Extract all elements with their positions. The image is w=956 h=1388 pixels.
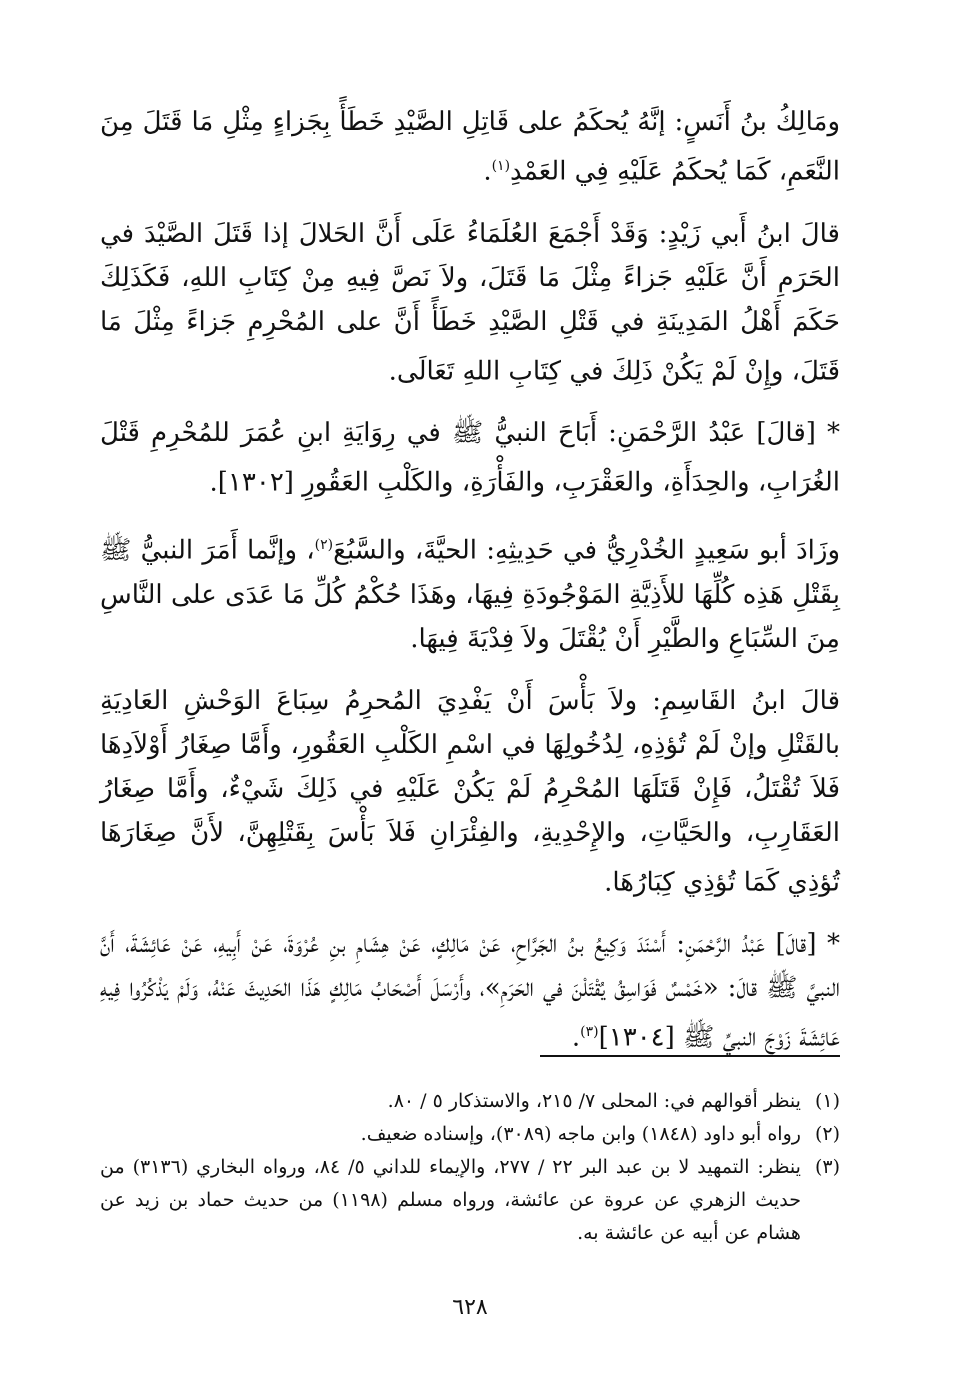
footnote <box>100 1118 840 1151</box>
footnote-text: رواه أبو داود (١٨٤٨) وابن ماجه (٣٠٨٩)، وإسناده ضعيف. <box>360 1123 801 1145</box>
paragraph <box>100 523 840 661</box>
paragraph-end: . <box>483 156 492 187</box>
paragraph <box>100 212 840 394</box>
paragraph-text: ومَالِكُ بنُ أَنَسٍ: إنَّهُ يُحكَمُ على قَاتِلِ الصَّيْدِ خَطَأً بِجَزاءٍ مِثْلِ مَا قَتَلَ مِنَ النَّعَمِ، كَمَا يُحكَمُ عَلَيْهِ فِي العَمْدِ <box>100 107 840 187</box>
footnotes <box>100 1085 840 1250</box>
paragraph <box>100 922 840 1060</box>
paragraph-text: وزَادَ أبو سَعِيدٍ الخُدْرِيُّ في حَدِيثِهِ: الحيَّةَ، والسَّبُعَ <box>333 535 840 566</box>
footnote-mark: (٢) <box>814 1123 840 1145</box>
footnote-mark: (٣) <box>814 1156 840 1178</box>
footnote-ref: (٣) <box>580 1024 599 1041</box>
footnote <box>100 1151 840 1250</box>
paragraph-text: * [قالَ] عَبْدُ الرَّحْمَنِ: أَبَاحَ النبيُّ ﷺ في رِوَايَةِ ابنِ عُمَرَ للمُحْرِمِ قَتْلَ الغُرَابِ، والحِدَأَةِ، والعَقْرَبِ، والفَأْرَةِ، والكَلْبِ العَقُورِ [١٣٠٢]. <box>100 418 840 498</box>
paragraph <box>100 411 840 505</box>
footnote-divider <box>540 1055 840 1057</box>
main-text <box>100 100 840 1060</box>
paragraph-text: قالَ ابنُ القَاسِمِ: ولاَ بَأْسَ أَنْ يَفْدِيَ المُحرِمُ سِبَاعَ الوَحْشِ العَادِيَةِ بالقَتْلِ وإنْ لَمْ تُؤذِهِ، لِدُخُولِهَا في اسْمِ الكَلْبِ العَقُورِ، وأَمَّا صِغَارُ أَوْلاَدِهَا فَلاَ تُقْتَلُ، فَإِنْ قَتَلَهَا المُحْرِمُ لَمْ يَكُنْ عَلَيْهِ في ذَلِكَ شَيْءٌ، وأَمَّا صِغَارُ العَقَارِبِ، والحَيَّاتِ، والإِحْدِيةِ، والفِئْرَانِ فَلاَ بَأْسَ بِقَتْلِهِنَّ، لأَنَّ صِغَارَهَا تُؤذِي كَمَا تُؤذِي كِبَارُهَا. <box>100 685 840 898</box>
paragraph-end: . <box>571 1022 581 1053</box>
paragraph <box>100 679 840 905</box>
footnote-mark: (١) <box>814 1090 840 1112</box>
paragraph-text: قالَ ابنُ أَبي زَيْدٍ: وَقَدْ أَجْمَعَ العُلَمَاءُ عَلَى أَنَّ الحَلالَ إذا قَتَلَ الصَّيْدَ في الحَرَمِ أَنَّ عَلَيْهِ جَزاءً مِثْلَ مَا قَتَلَ، ولاَ نَصَّ فِيهِ مِنْ كِتَابِ اللهِ، فَكَذَلِكَ حَكَمَ أَهْلُ المَدِينَةِ في قَتْلِ الصَّيْدِ خَطَأً أَنَّ على المُحْرِمِ جَزاءً مِثْلَ مَا قَتَلَ، وإِنْ لَمْ يَكُنْ ذَلِكَ في كِتَابِ اللهِ تَعَالَى. <box>100 218 840 387</box>
footnote-ref: (١) <box>491 158 511 174</box>
footnote <box>100 1085 840 1118</box>
footnote-ref: (٢) <box>314 536 334 553</box>
footnote-text: ينظر أقوالهم في: المحلى ٧/ ٢١٥، والاستذكار ٥ / ٨٠. <box>387 1090 801 1112</box>
page-number: ٦٢٨ <box>452 1295 488 1320</box>
footnote-text: ينظر: التمهيد لا بن عبد البر ٢٢ / ٢٧٧، والإيماء للداني ٥/ ٨٤، ورواه البخاري (٣١٣٦) من حديث الزهري عن عروة عن عائشة، ورواه مسلم (١١٩٨) من حديث حماد بن زيد عن هشام عن أبيه عن عائشة به. <box>100 1156 801 1244</box>
paragraph <box>100 100 840 194</box>
paragraph-end: ، وإنَّما أَمَرَ النبيُّ ﷺ بِقَتْلِ هَذِه كُلِّهَا للأَذِيَّةِ المَوْجُودَةِ فِيهَا، وهَذَا حُكْمُ كُلِّ مَا عَدَى على النَّاسِ مِنَ السِّبَاعِ والطَّيْرِ أَنْ يُقْتَلَ ولاَ فِدْيَةَ فِيهَا. <box>100 535 840 654</box>
book-page <box>100 100 840 1350</box>
paragraph-text: * [قالَ] عَبْدُ الرَّحْمَنِ: أَسْنَدَ وَكِيعُ بنُ الجَرَّاحِ، عَنْ مَالِكٍ، عَنْ هِشَامِ بنِ عُرْوَةَ، عَنْ أَبِيهِ، عَنْ عَائِشَةَ، أَنَّ النبيَّ ﷺ قالَ: «خَمْسٌ فَوَاسِقُ يُقْتَلْنَ في الحَرَمِ»، وأَرْسَلَ أَصْحَابُ مَالِكٍ هَذَا الحَدِيثَ عَنْهُ، وَلَمْ يَذْكُرُوا فِيهِ عَائِشَةَ زَوْجَ النبيِّ ﷺ [١٣٠٤] <box>100 929 840 1053</box>
